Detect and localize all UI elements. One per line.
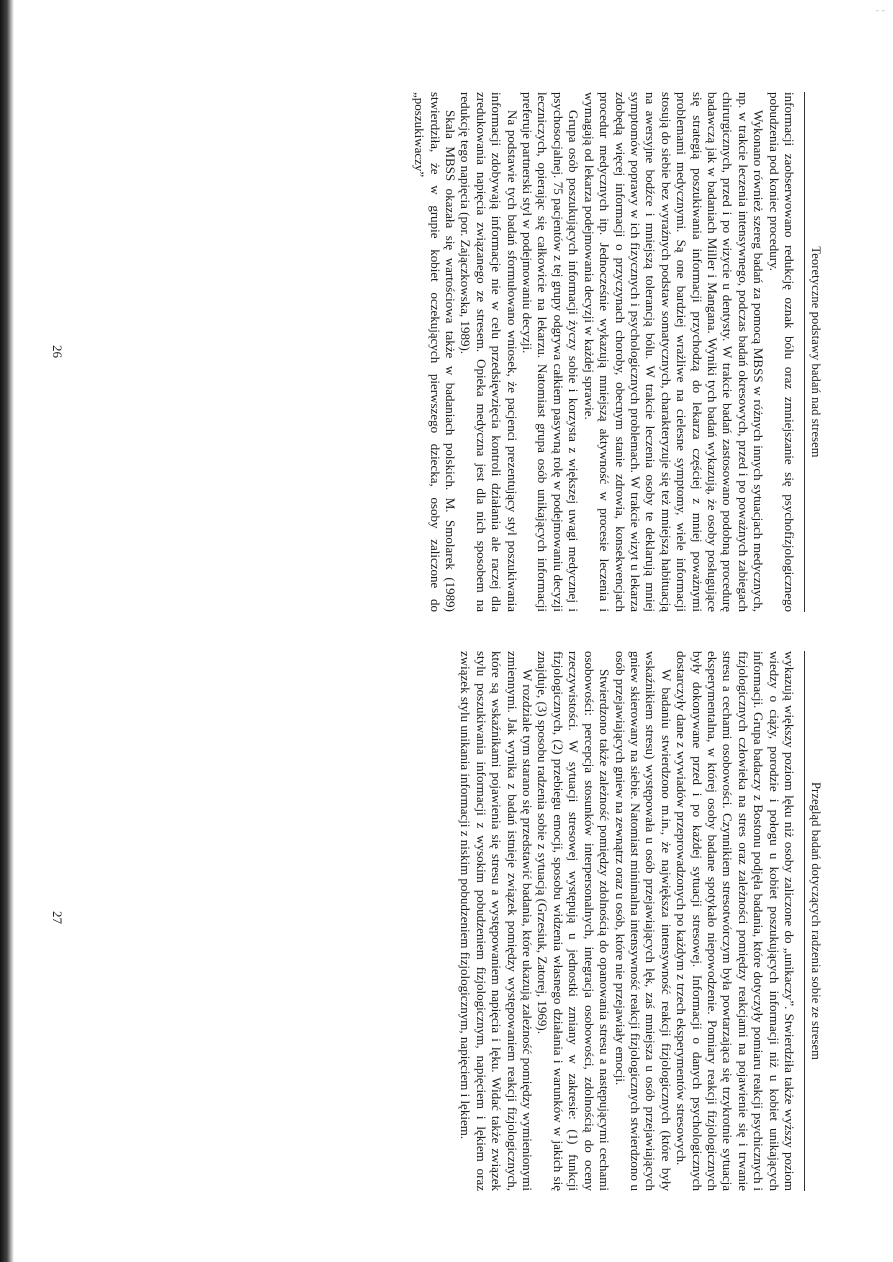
- right-page: [0, 631, 893, 1262]
- left-page-number: 26: [50, 345, 65, 358]
- left-running-head: Teoretyczne podstawy badań nad stresem: [804, 92, 823, 612]
- paragraph: Skala MBSS okazała się wartościowa także w badaniach polskich. M. Smolarek (1989) stwierdziła, że w grupie kobiet oczekujących pierwszego dziecka, osoby zaliczone do „poszukiwaczy”: [412, 92, 459, 612]
- right-body-text: [458, 651, 797, 1191]
- paragraph: wykazują większy poziom lęku niż osoby zaliczone do „unikaczy”. Stwierdziła także wyższy poziom wiedzy o ciąży, porodzie i połogu u kobiet poszukujących informacji niż u kobiet unikających informacji. Grupa badaczy z Bostonu podjęła badania, które dotyczyły pomiaru reakcji psychicznych i fizjologicznych człowieka na stres oraz zależności pomiędzy reakcjami na pojawienie się i trwanie stresu a cechami osobowości. Czynnikiem stresotwórczym była powtarzająca się trzykrotnie sytuacja eksperymentalna, w której osoby badane spotykało niepowodzenie. Pomiary reakcji fizjologicznych były dokonywane przed i po każdej sytuacji stresowej. Informacji o danych psychologicznych dostarczyły dane z wywiadów przeprowadzonych po każdym z trzech eksperymentów stresowych.: [674, 651, 797, 1191]
- left-body-text: [412, 92, 797, 612]
- right-page-number: 27: [50, 911, 65, 924]
- paragraph: Grupa osób poszukujących informacji życzy sobie i korzysta z większej uwagi medycznej i psychosocjalnej. 75 pacjentów z tej grupy odgrywa całkiem pasywną rolę w podejmowaniu decyzji leczniczych, opierając się całkowicie na lekarzu. Natomiast grupa osób unikających informacji preferuje partnerski styl w podejmowaniu decyzji.: [520, 92, 582, 612]
- paragraph: W badaniu stwierdzono m.in., że największa intensywność reakcji fizjologicznych (które były wskaźnikiem stresu) występowała u osób przejawiających lęk, zaś mniejsza u osób przejawiających gniew skierowany na siebie. Natomiast minimalna intensywność reakcji fizjologicznych stwierdzono u osób przejawiających gniew na zewnątrz oraz u osób, które nie przejawiały emocji.: [612, 651, 674, 1191]
- paragraph: informacji zaobserwowano redukcję oznak bólu oraz zmniejszanie się psychofizjologicznego pobudzenia pod koniec procedury.: [766, 92, 797, 612]
- paragraph: W rozdziale tym starano się przedstawić badania, które ukazują zależność pomiędzy wymienionymi zmiennymi. Jak wynika z badań istnieje związek pomiędzy występowaniem reakcji fizjologicznych, które są wskaźnikami pojawienia się stresu a występowaniem napięcia i lęku. Widać także związek stylu poszukiwania informacji z wysokim pobudzeniem fizjologicznym, napięciem i lękiem oraz związek stylu unikania informacji z niskim pobudzeniem fizjologicznym, napięciem i lękiem.: [458, 651, 536, 1191]
- scan-edge-mark: - -: [875, 6, 885, 16]
- paragraph: Na podstawie tych badań sformułowano wniosek, że pacjenci prezentujący styl poszukiwania informacji zdobywają informacje nie w celu przedsięwzięcia kontroli działania ale raczej dla zredukowania napięcia związanego ze stresem. Opieka medyczna jest dla nich sposobem na redukcję tego napięcia (por. Zajączkowska, 1989).: [458, 92, 520, 612]
- paragraph: Wykonano również szereg badań za pomocą MBSS w różnych innych sytuacjach medycznych, np. w trakcie leczenia intensywnego, podczas badań okresowych, przed i po poważnych zabiegach chirurgicznych, przed i po wizycie u dentysty. W trakcie badań zastosowano podobną procedurę badawczą jak w badaniach Miller i Mangana. Wyniki tych badań wykazują, że osoby posługujące się strategią poszukiwania informacji przychodzą do lekarza częściej z mniej poważnymi problemami medycznymi. Są one bardziej wrażliwe na cielesne symptomy, wiele informacji stosują do siebie bez wyraźnych podstaw somatycznych, charakteryzuje się też mniejszą habituacją na awersyjne bodźce i mniejszą tolerancją bólu. W trakcie leczenia osoby te deklarują mniej symptomów poprawy w ich fizycznych i psychologicznych problemach. W trakcie wizyt u lekarza zdobędą więcej informacji o przyczynach choroby, obecnym stanie zdrowia, konsekwencjach procedur medycznych itp. Jednocześnie wykazują mniejszą aktywność w procesie leczenia i wymagają od lekarza podejmowania decyzji w każdej sprawie.: [581, 92, 767, 612]
- right-running-head: Przegląd badań dotyczących radzenia sobie ze stresem: [804, 651, 823, 1191]
- paragraph: Stwierdzono także zależność pomiędzy zdolnością do opanowania stresu a następującymi cechami osobowości: percepcja stosunków interpersonalnych, integracja osobowości, zdolnością do oceny rzeczywistości. W sytuacji stresowej występują u jednostki zmiany w zakresie: (1) funkcji fizjologicznych, (2) przebiegu emocji, sposobu widzenia własnego działania i warunków w jakich się znajduje, (3) sposobu radzenia sobie z sytuacją (Grzesiuk, Zatorej, 1969).: [535, 651, 613, 1191]
